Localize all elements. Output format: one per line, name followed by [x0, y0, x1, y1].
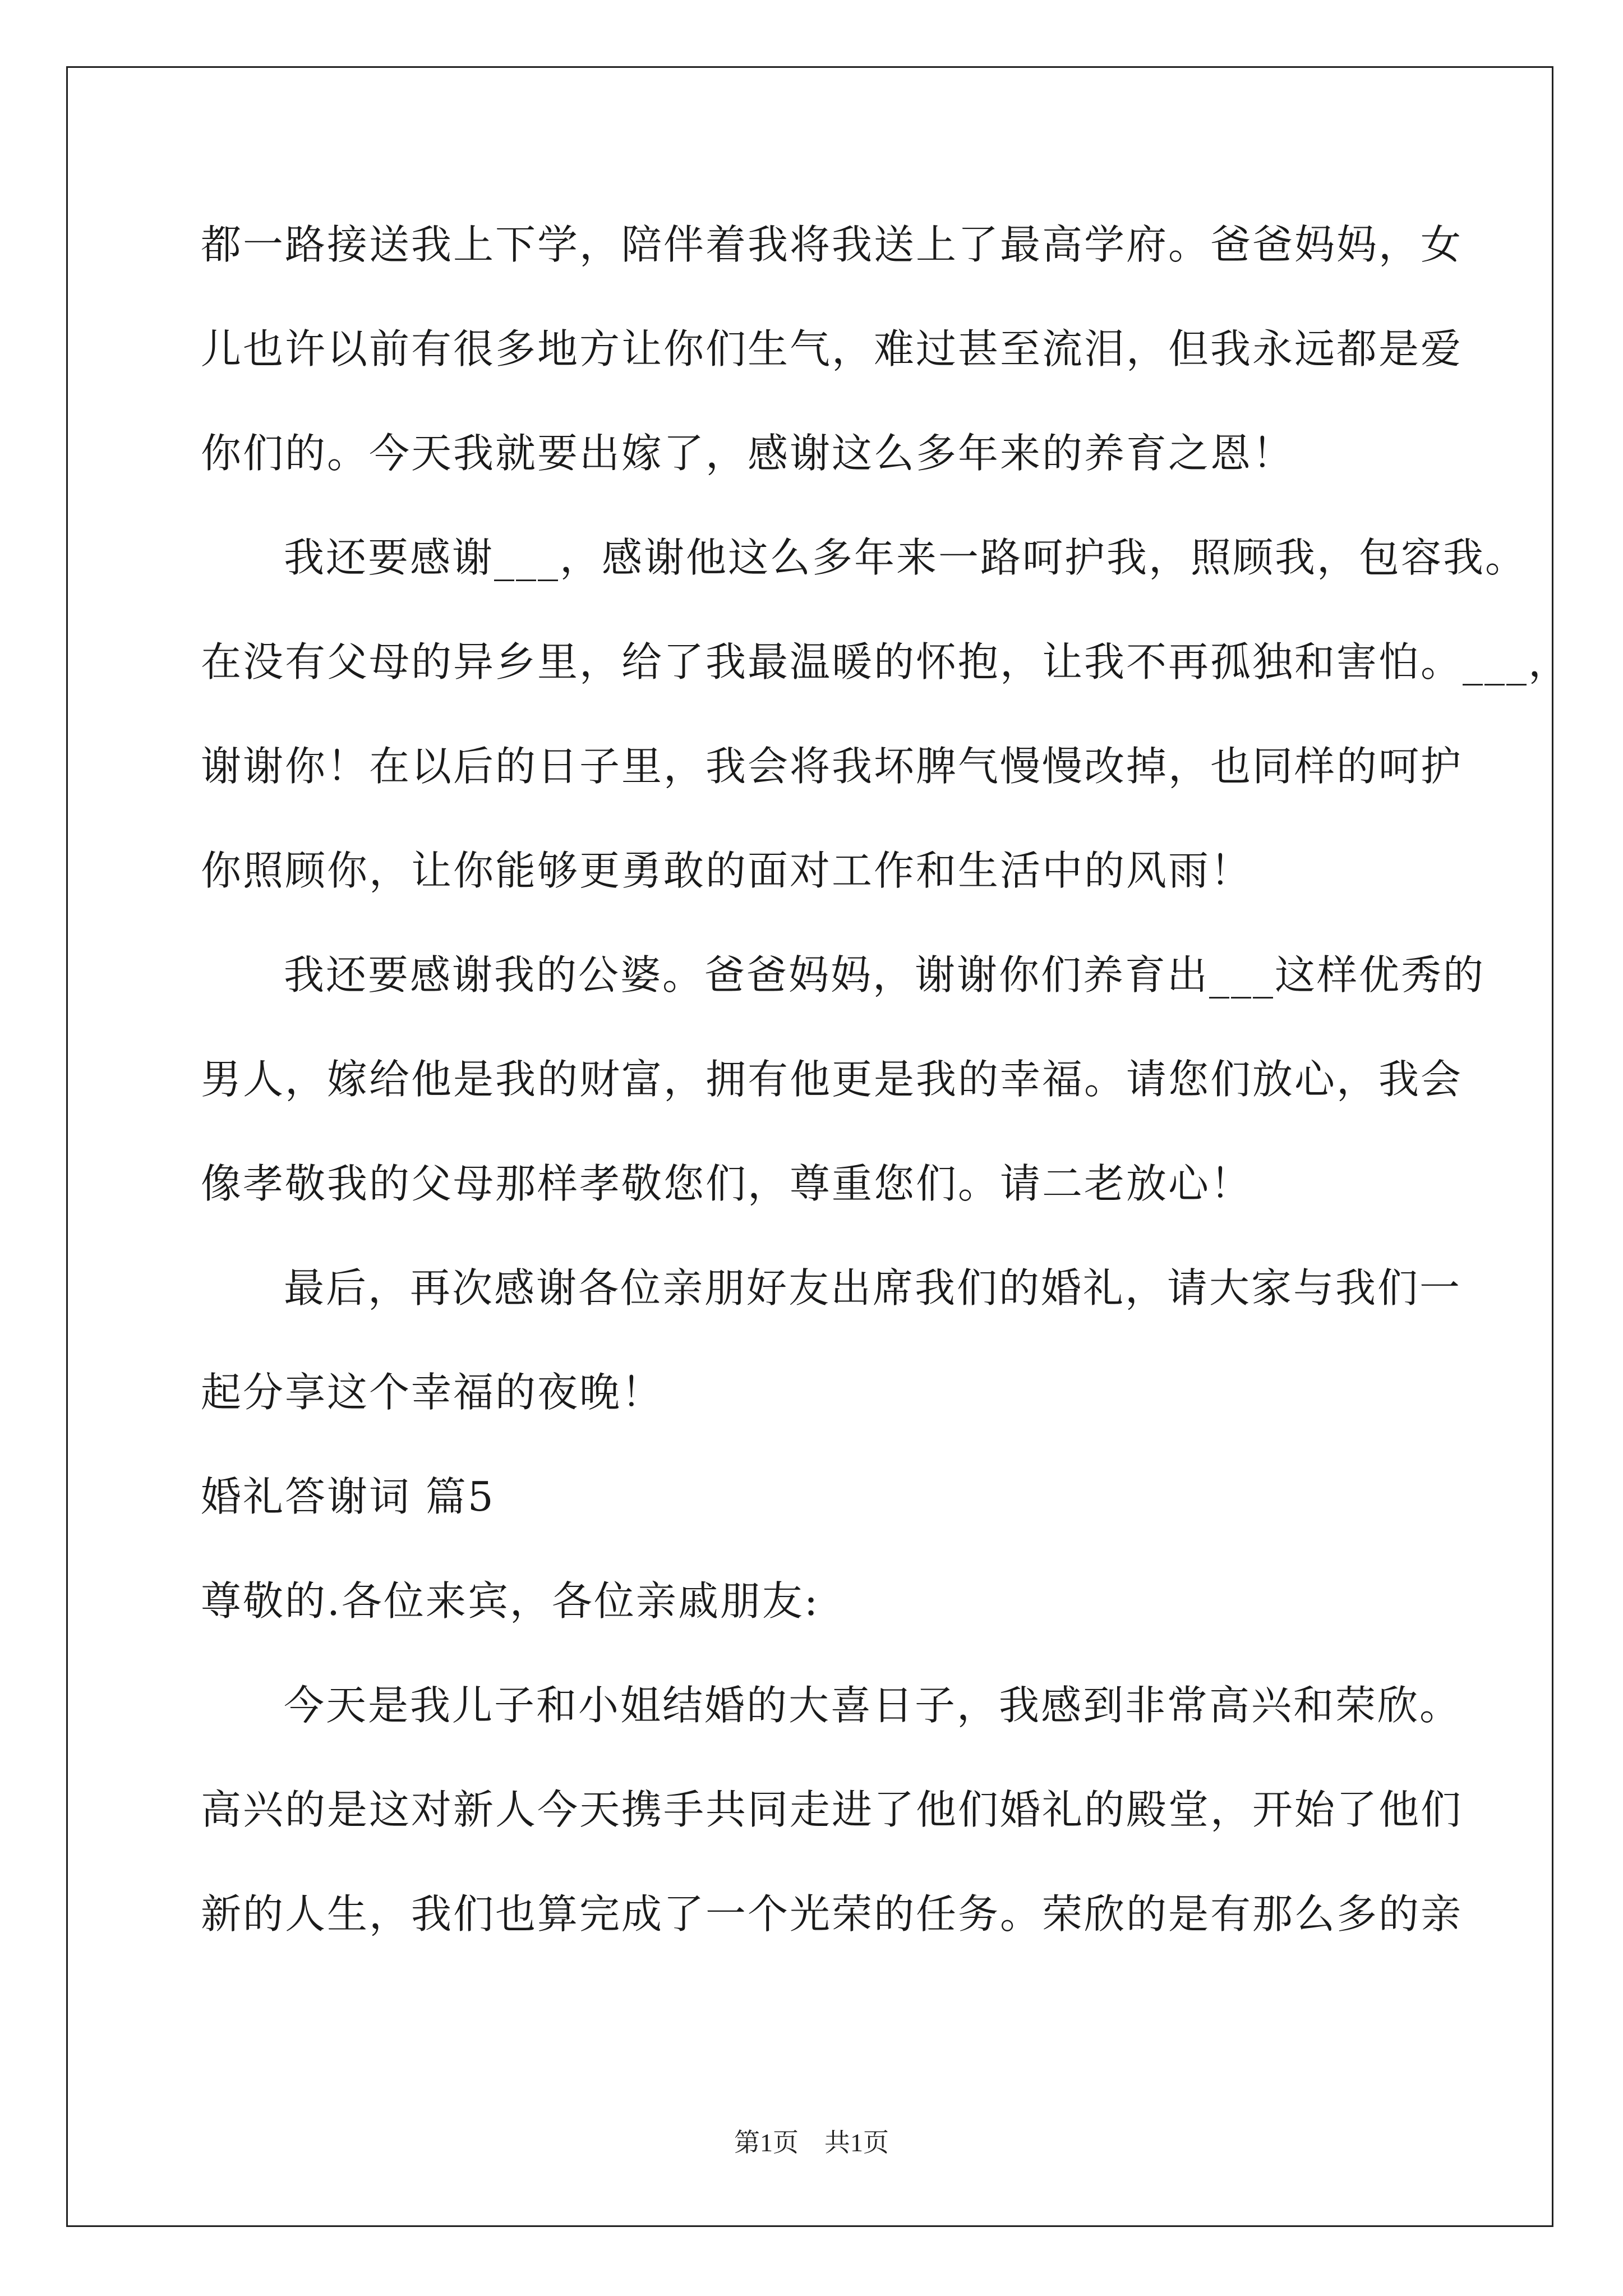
text-line-indented: 今天是我儿子和小姐结婚的大喜日子，我感到非常高兴和荣欣。: [284, 1682, 1462, 1729]
text-line: 新的人生，我们也算完成了一个光荣的任务。荣欣的是有那么多的亲: [201, 1890, 1463, 1938]
text-line: 男人，嫁给他是我的财富，拥有他更是我的幸福。请您们放心，我会: [201, 1056, 1463, 1103]
text-line: 起分享这个幸福的夜晚！: [201, 1369, 664, 1416]
salutation: 尊敬的.各位来宾，各位亲戚朋友:: [201, 1577, 820, 1625]
text-line-indented: 我还要感谢___，感谢他这么多年来一路呵护我，照顾我，包容我。: [284, 534, 1528, 581]
text-line: 在没有父母的异乡里，给了我最温暖的怀抱，让我不再孤独和害怕。___，: [201, 638, 1571, 685]
section-heading: 婚礼答谢词 篇5: [201, 1473, 495, 1520]
text-line: 像孝敬我的父母那样孝敬您们，尊重您们。请二老放心！: [201, 1160, 1253, 1207]
text-line: 高兴的是这对新人今天携手共同走进了他们婚礼的殿堂，开始了他们: [201, 1786, 1463, 1833]
text-line-indented: 我还要感谢我的公婆。爸爸妈妈，谢谢你们养育出___这样优秀的: [284, 951, 1486, 999]
text-line-indented: 最后，再次感谢各位亲朋好友出席我们的婚礼，请大家与我们一: [284, 1264, 1462, 1312]
text-line: 儿也许以前有很多地方让你们生气，难过甚至流泪，但我永远都是爱: [201, 325, 1463, 372]
text-line: 你们的。今天我就要出嫁了，感谢这么多年来的养育之恩！: [201, 430, 1295, 477]
text-line: 都一路接送我上下学，陪伴着我将我送上了最高学府。爸爸妈妈，女: [201, 221, 1463, 268]
page-footer: 第1页 共1页: [734, 2128, 889, 2157]
text-line: 你照顾你，让你能够更勇敢的面对工作和生活中的风雨！: [201, 847, 1253, 894]
text-line: 谢谢你！在以后的日子里，我会将我坏脾气慢慢改掉，也同样的呵护: [201, 743, 1463, 790]
